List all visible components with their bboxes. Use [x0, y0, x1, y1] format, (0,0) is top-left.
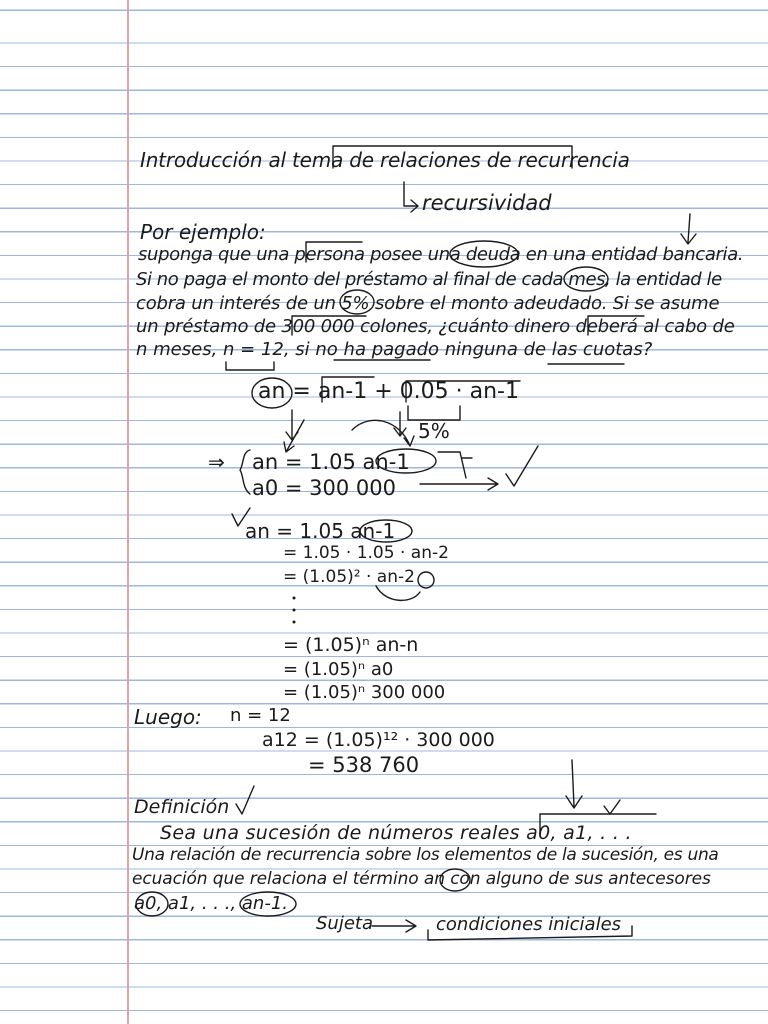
system-bracket [438, 452, 472, 478]
terms-arrow [566, 760, 582, 808]
recursividad-arrow [404, 182, 418, 212]
sub-arrow [376, 586, 420, 600]
an1-bracket [322, 377, 374, 402]
rate-label: 5% [418, 419, 450, 443]
rate-bracket [408, 406, 460, 420]
definition-line-3: ecuación que relaciona el término an con alguno de sus antecesores [132, 869, 711, 889]
recursividad-note: recursividad [422, 191, 552, 215]
definition-line-4: a0, a1, . . ., an-1. [134, 893, 289, 914]
derivation-line-4: = (1.05)ⁿ an-n [283, 634, 419, 656]
sujeta-label: Sujeta [316, 913, 373, 934]
down-arrow-b [284, 420, 304, 452]
down-arrow-a [286, 410, 298, 440]
luego-n: n = 12 [230, 705, 291, 726]
a12-result: = 538 760 [308, 753, 420, 777]
dot-1 [293, 597, 296, 600]
derivation-line-3: = (1.05)² · an-2 [283, 567, 415, 587]
problem-line-5: n meses, n = 12, si no ha pagado ninguna de las cuotas? [136, 339, 653, 360]
system-eq-2: a0 = 300 000 [252, 476, 397, 500]
definition-line-2: Una relación de recurrencia sobre los elementos de la sucesión, es una [132, 845, 719, 865]
index-circle [418, 572, 434, 588]
loop-arrow [352, 420, 414, 446]
mes-circle [564, 267, 608, 291]
problem-line-3: cobra un interés de un 5% sobre el monto adeudado. Si se asume [136, 293, 720, 314]
def-an1-circle [240, 892, 296, 916]
system-eq-1: an = 1.05 an-1 [252, 450, 410, 474]
check-mark-2 [232, 508, 250, 526]
persona-bracket [306, 242, 362, 262]
rate-circle [340, 290, 374, 314]
definition-line-1: Sea una sucesión de números reales a0, a1, . . . [160, 822, 632, 844]
a12-line-1: a12 = (1.05)¹² · 300 000 [262, 729, 495, 751]
derivation-line-1: an = 1.05 an-1 [245, 519, 396, 543]
dot-3 [293, 621, 296, 624]
def-an-circle [440, 869, 470, 891]
system-arrow: ⇒ [208, 450, 225, 474]
sujeta-arrow [372, 920, 416, 932]
derivation-line-6: = (1.05)ⁿ 300 000 [283, 682, 446, 703]
rate-arrow [394, 412, 406, 436]
page-title: Introducción al tema de relaciones de recurrencia [140, 148, 630, 172]
derivation-line-2: = 1.05 · 1.05 · an-2 [283, 543, 449, 563]
coef-bracket [406, 381, 520, 402]
problem-line-1: suponga que una persona posee una deuda en una entidad bancaria. [138, 244, 744, 265]
bancaria-arrow [681, 214, 696, 244]
deuda-circle [450, 241, 518, 267]
n12-bracket [226, 362, 274, 370]
example-heading: Por ejemplo: [140, 220, 266, 244]
definition-heading: Definición [134, 796, 230, 818]
derivation-line-5: = (1.05)ⁿ a0 [283, 659, 394, 680]
an1-circle-2 [360, 520, 412, 542]
an1-circle [376, 449, 436, 473]
recurrence-equation: an = an-1 + 0.05 · an-1 [258, 379, 519, 404]
definition-check [236, 786, 254, 814]
luego-label: Luego: [134, 705, 202, 729]
amount-bracket [292, 316, 366, 335]
debera-bracket [588, 316, 644, 335]
system-brace [240, 450, 250, 494]
dot-2 [293, 609, 296, 612]
def-a0-circle [136, 892, 168, 916]
problem-line-2: Si no paga el monto del préstamo al final de cada mes, la entidad le [136, 269, 722, 290]
terms-bracket [540, 814, 656, 834]
check-mark-1 [506, 446, 538, 486]
conditions-bracket [428, 926, 632, 940]
terms-check [604, 800, 620, 814]
initial-conditions: condiciones iniciales [436, 914, 622, 935]
problem-line-4: un préstamo de 300 000 colones, ¿cuánto dinero deberá al cabo de [136, 316, 735, 337]
system-arrow-right [420, 478, 498, 490]
title-bracket [333, 146, 572, 168]
an-circle [252, 378, 292, 408]
